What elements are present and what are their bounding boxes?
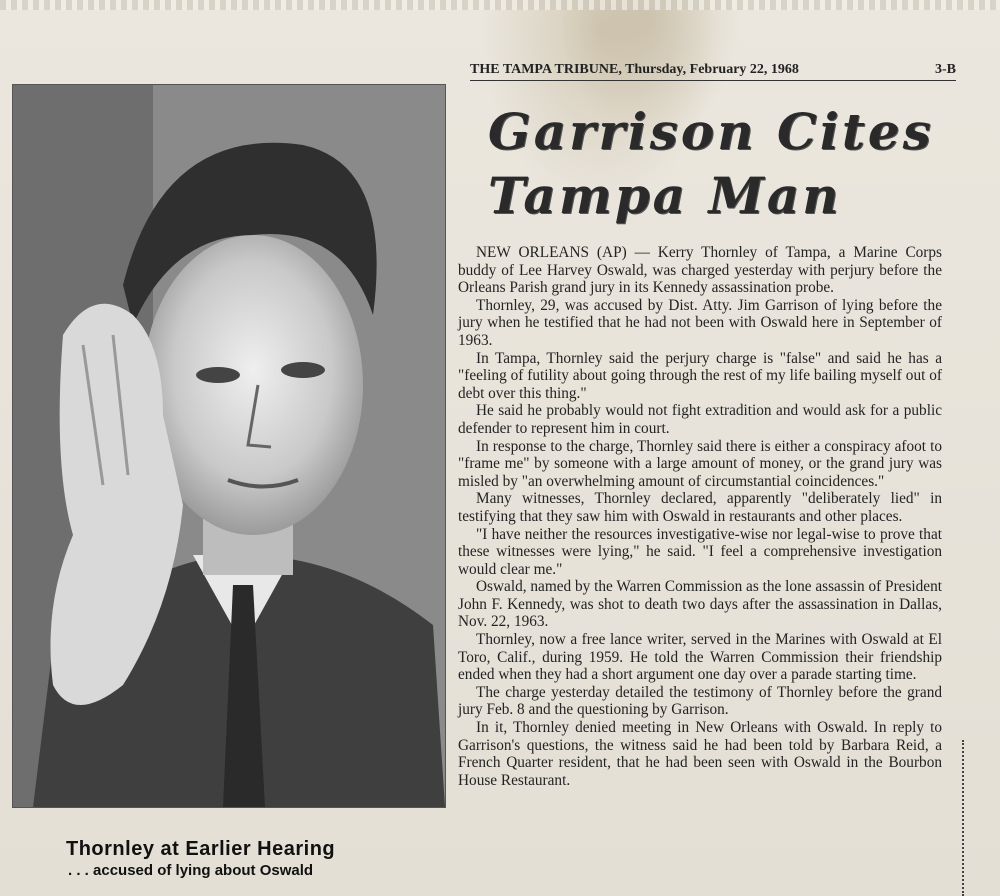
torn-edge — [0, 0, 1000, 10]
article-paragraph: "I have neither the resources investigative-wise nor legal-wise to prove that these witnesses were lying," he said. "I feel a comprehensive investigation would clear me." — [458, 525, 942, 578]
article-paragraph: Thornley, 29, was accused by Dist. Atty. Jim Garrison of lying before the jury when he testified that he had not been with Oswald here in September of 1963. — [458, 296, 942, 349]
article-paragraph: In it, Thornley denied meeting in New Orleans with Oswald. In reply to Garrison's questions, the witness said he had been told by Barbara Reid, a French Quarter resident, that he had been seen with Oswald in the Bourbon House Restaurant. — [458, 719, 942, 789]
article-paragraph: The charge yesterday detailed the testimony of Thornley before the grand jury Feb. 8 and the questioning by Garrison. — [458, 683, 942, 719]
article-body — [458, 244, 942, 789]
article-paragraph: He said he probably would not fight extradition and would ask for a public defender to represent him in court. — [458, 402, 942, 437]
article-paragraph: In response to the charge, Thornley said there is either a conspiracy afoot to "frame me" by someone with a large amount of money, or the grand jury was misled by "an overwhelming amount of circumstantial coincidences." — [458, 437, 942, 490]
article-paragraph: Oswald, named by the Warren Commission as the lone assassin of President John F. Kennedy, was shot to death two days after the assassination in Dallas, Nov. 22, 1963. — [458, 578, 942, 631]
headline-line-1: Garrison Cites — [488, 102, 934, 161]
portrait-illustration — [13, 85, 445, 807]
portrait-photo — [12, 84, 446, 808]
article-paragraph: NEW ORLEANS (AP) — Kerry Thornley of Tampa, a Marine Corps buddy of Lee Harvey Oswald, was charged yesterday with perjury before the Orleans Parish grand jury in its Kennedy assassination probe. — [458, 244, 942, 297]
masthead — [470, 62, 956, 81]
photo-caption-title: Thornley at Earlier Hearing — [66, 838, 336, 860]
photo-caption-subtitle: . . . accused of lying about Oswald — [68, 862, 314, 879]
article-paragraph: Thornley, now a free lance writer, served in the Marines with Oswald at El Toro, Calif., during 1959. He told the Warren Commission their friendship ended when they had a short argument one day over a parade starting time. — [458, 631, 942, 684]
headline-line-2: Tampa Man — [488, 166, 842, 225]
masthead-page: 3-B — [935, 62, 956, 77]
headline — [488, 100, 958, 228]
masthead-paper: THE TAMPA TRIBUNE, Thursday, February 22, 1968 — [470, 62, 799, 77]
article-paragraph: In Tampa, Thornley said the perjury charge is "false" and said he has a "feeling of futility about going through the rest of my life bailing myself out of debt over this thing." — [458, 349, 942, 402]
article-paragraph: Many witnesses, Thornley declared, apparently "deliberately lied" in testifying that they saw him with Oswald in restaurants and other places. — [458, 490, 942, 525]
clipping-cut-line — [962, 740, 968, 896]
